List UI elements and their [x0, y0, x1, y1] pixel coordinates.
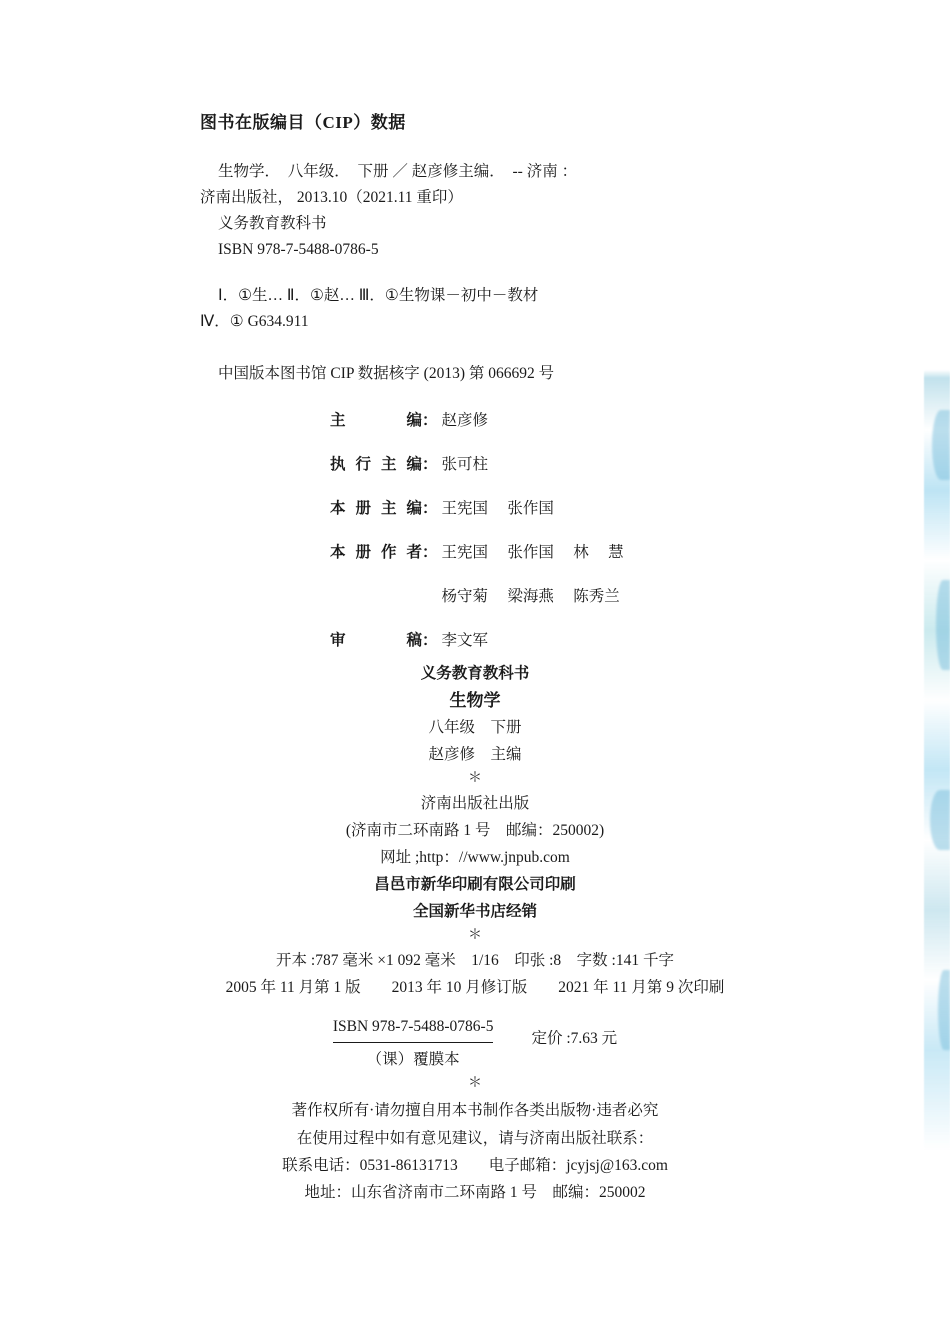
- colophon-edition: 2005 年 11 月第 1 版 2013 年 10 月修订版 2021 年 11 月第 9 次印刷: [225, 979, 725, 996]
- colophon-publisher: 济南出版社出版: [420, 795, 530, 812]
- colophon-website: 网址 ;http：//www.jnpub.com: [380, 849, 570, 866]
- credit-names-volume-editor: 王宪国 张作国: [441, 500, 554, 517]
- credit-names-volume-authors-cont: 杨守菊 梁海燕 陈秀兰: [441, 588, 620, 605]
- credit-label-volume-editor: 本册主编: [330, 500, 422, 517]
- colophon-book-title: 生物学: [449, 691, 501, 710]
- publisher-address: 地址：山东省济南市二环南路 1 号 邮编：250002: [304, 1184, 646, 1201]
- credit-row-chief-editor: 主 编 ： 赵彦修: [330, 408, 624, 430]
- credit-row-volume-authors-cont: [330, 584, 624, 606]
- cip-block: [200, 108, 720, 383]
- credit-label-reviewer: 审 稿: [330, 632, 422, 649]
- isbn-group: [333, 1013, 494, 1073]
- cip-number: 中国版本图书馆 CIP 数据核字 (2013) 第 066692 号: [218, 365, 555, 382]
- credit-label-executive-editor: 执行主编: [330, 456, 422, 473]
- colophon-grade: 八年级 下册: [428, 719, 522, 736]
- credit-row-reviewer: 审 稿 ： 李文军: [330, 628, 624, 650]
- cip-line-4: ISBN 978-7-5488-0786-5: [218, 241, 379, 258]
- contact-line: 联系电话：0531-86131713 电子邮箱：jcyjsj@163.com: [282, 1157, 668, 1174]
- cip-title: 图书在版编目（CIP）数据: [200, 113, 406, 132]
- price-label: 定价 :7.63 元: [531, 1030, 618, 1047]
- credit-names-volume-authors: 王宪国 张作国 林 慧: [441, 544, 624, 561]
- credit-label-volume-authors: 本册作者: [330, 544, 422, 561]
- colophon-printer: 昌邑市新华印刷有限公司印刷: [374, 876, 576, 893]
- colophon-block: [0, 660, 950, 1206]
- cip-line-3: 义务教育教科书: [218, 215, 327, 232]
- isbn-subtitle: （课）覆膜本: [366, 1051, 460, 1068]
- colophon-editor: 赵彦修 主编: [428, 746, 522, 763]
- cip-line-2: 济南出版社， 2013.10（2021.11 重印）: [200, 189, 463, 206]
- credit-names-reviewer: 李文军: [441, 632, 489, 649]
- credits-block: [330, 408, 624, 672]
- cip-classification-2: Ⅳ．① G634.911: [200, 313, 309, 330]
- credit-row-volume-authors: 本册作者 ： 王宪国 张作国 林 慧: [330, 540, 624, 562]
- credit-label-chief-editor: 主 编: [330, 412, 422, 429]
- colophon-address: (济南市二环南路 1 号 邮编：250002): [345, 822, 605, 839]
- isbn-number: ISBN 978-7-5488-0786-5: [333, 1013, 494, 1043]
- colophon-star-3: ＊: [468, 1076, 482, 1091]
- cip-classification-1: Ⅰ．①生… Ⅱ．①赵… Ⅲ．①生物课－初中－教材: [218, 287, 539, 304]
- credit-row-executive-editor: 执行主编 ： 张可柱: [330, 452, 624, 474]
- credit-names-executive-editor: 张可柱: [441, 456, 489, 473]
- feedback-notice: 在使用过程中如有意见建议，请与济南出版社联系：: [296, 1130, 654, 1147]
- colophon-distributor: 全国新华书店经销: [412, 903, 537, 920]
- colophon-series: 义务教育教科书: [420, 665, 530, 682]
- colophon-star-1: ＊: [468, 771, 482, 786]
- credit-names-chief-editor: 赵彦修: [441, 412, 489, 429]
- colophon-specs: 开本 :787 毫米 ×1 092 毫米 1/16 印张 :8 字数 :141 千字: [276, 952, 674, 969]
- colophon-star-2: ＊: [468, 928, 482, 943]
- cip-line-1: 生物学． 八年级． 下册 ／ 赵彦修主编． -- 济南 ：: [218, 163, 578, 180]
- isbn-block: [333, 1013, 617, 1073]
- copyright-notice: 著作权所有·请勿擅自用本书制作各类出版物·违者必究: [291, 1102, 659, 1119]
- credit-row-volume-editor: 本册主编 ： 王宪国 张作国: [330, 496, 624, 518]
